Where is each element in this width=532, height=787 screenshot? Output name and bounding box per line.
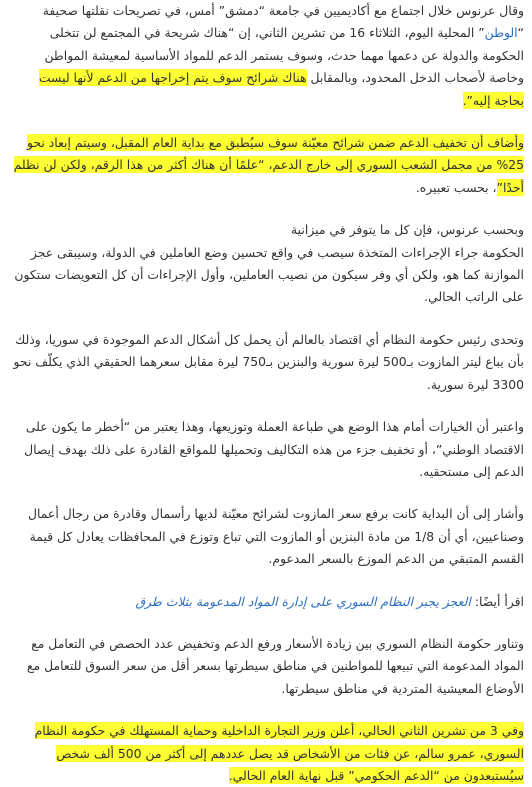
- paragraph-2-tail: ، بحسب تعبيره.: [415, 179, 497, 195]
- paragraph-1: [10, 0, 524, 112]
- read-also: [10, 591, 524, 613]
- read-also-label: اقرأ أيضًا:: [474, 593, 524, 609]
- paragraph-1-lead: وقال عرنوس خلال اجتماع مع أكاديميين في جامعة “دمشق” أمس، في تصريحات نقلتها صحيفة “: [42, 3, 524, 41]
- source-link-alwatan[interactable]: الوطن: [484, 25, 518, 41]
- paragraph-1-highlight: هناك شرائح سوف يتم إخراجها من الدعم لأنها ليست بحاجة إليه”.: [38, 70, 524, 108]
- paragraph-1-mid: ” المحلية اليوم، الثلاثاء 16 من تشرين الثاني، إن “هناك شريحة في المجتمع لن تتخلى الحكومة والدولة عن دعمها مهما حدث، وسوف يستمر الدعم للمواد الأساسية لمعيشة المواطن وخاصة لأصحاب الدخل المحدود، وبالمقابل: [44, 25, 524, 86]
- paragraph-6: وأشار إلى أن البداية كانت برفع سعر المازوت لشرائح معيّنة لديها رأسمال وقادرة من رجال أعمال وصناعيين، أي أن 1/8 من مادة البنزين أو المازوت التي تباع وتوزع في المحافظات يعادل كل قيمة القسم المتبقي من الدعم الموزع بالسعر المدعوم.: [27, 506, 524, 567]
- paragraph-2-highlight: وأضاف أن تخفيف الدعم ضمن شرائح معيّنة سوف سيُطبق مع بداية العام المقبل، وسيتم إبعاد نحو 25% من مجمل الشعب السوري إلى خارج الدعم، “علمًا أن هناك أكثر من هذا الرقم، ولكن لن نظلم أحدًا”: [13, 135, 524, 195]
- paragraph-8: [10, 720, 524, 787]
- paragraph-3a: وبحسب عرنوس، فإن كل ما يتوفر في ميزانية: [290, 222, 524, 238]
- paragraph-4: وتحدى رئيس حكومة النظام أي اقتصاد بالعالم أن يحمل كل أشكال الدعم الموجودة في سوريا، وذلك بأن يباع ليتر المازوت بـ500 ليرة سورية والبنزين بـ750 ليرة مقابل سعرهما الحقيقي الذي يكلّف نحو 3300 ليرة سورية.: [13, 331, 524, 392]
- paragraph-5: واعتبر أن الخيارات أمام هذا الوضع هي طباعة العملة وتوزيعها، وهذا يعتبر من “أخطر ما يكون على الاقتصاد الوطني”، أو تخفيف جزء من هذه التكاليف وتحميلها للمواقع القادرة على ذلك بهدف إيصال الدعم إلى مستحقيه.: [24, 419, 524, 479]
- paragraph-8-highlight: وفي 3 من تشرين الثاني الحالي، أعلن وزير التجارة الداخلية وحماية المستهلك في حكومة النظام السوري، عمرو سالم، عن فئات من الأشخاص قد يصل عددهم إلى أكثر من 500 ألف شخص سيُستبعدون من “الدعم الحكومي” قبل نهاية العام الحالي.: [34, 723, 524, 783]
- paragraph-3b: الحكومة جراء الإجراءات المتخذة سيصب في واقع تحسين وضع العاملين في الدولة، وسيبقى عجز الموازنة كما هو، ولكن أي وفر سيكون من نصيب العاملين، وأول الإجراءات أن كل التعويضات ستكون على الراتب الحالي.: [14, 244, 524, 305]
- paragraph-7: وتناور حكومة النظام السوري بين زيادة الأسعار ورفع الدعم وتخفيض عدد الحصص في التعامل مع المواد المدعومة التي تبيعها للمواطنين في مناطق سيطرتها بسعر أقل من سعر السوق للتعامل مع الأوضاع المعيشية المتردية في مناطق سيطرتها.: [26, 635, 524, 696]
- paragraph-2: [10, 132, 524, 199]
- read-also-link[interactable]: العجز يجبر النظام السوري على إدارة المواد المدعومة بثلاث طرق: [135, 593, 471, 609]
